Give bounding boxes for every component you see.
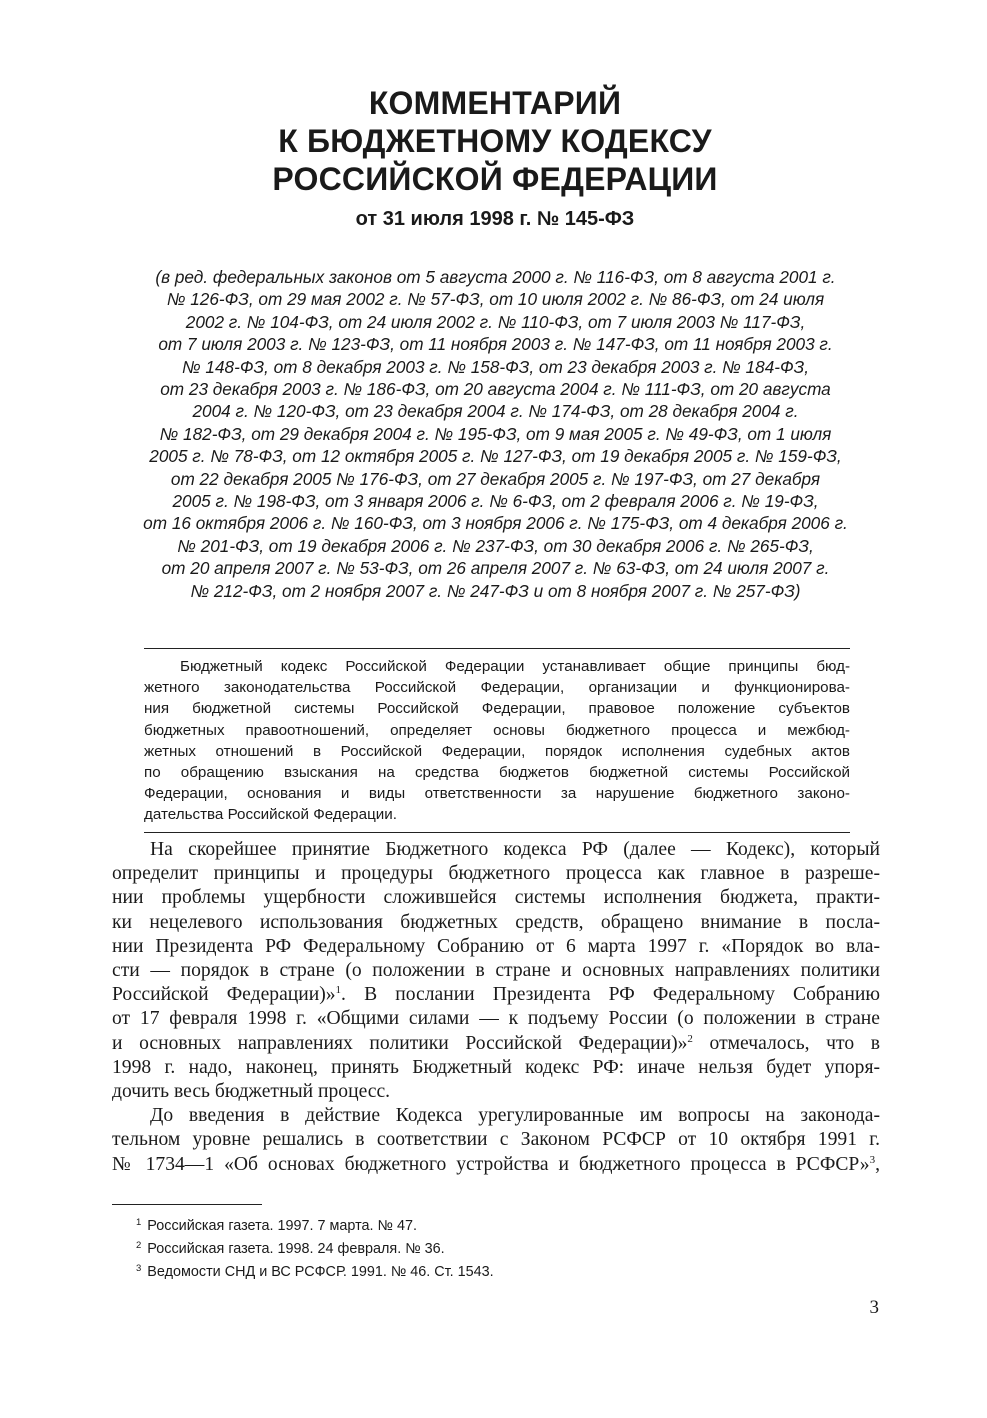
amendments-line: (в ред. федеральных законов от 5 августа 2000 г. № 116-ФЗ, от 8 августа 2001 г. [155, 267, 836, 287]
amendments-line: № 148-ФЗ, от 8 декабря 2003 г. № 158-ФЗ, от 23 декабря 2003 г. № 184-ФЗ, [182, 356, 809, 377]
title-line: К БЮДЖЕТНОМУ КОДЕКСУ [278, 123, 712, 159]
abstract-line: жетного законодательства Российской Федерации, организации и функционирова- [144, 679, 850, 697]
body-line: ки нецелевого использования бюджетных средств, обращено внимание в посла- [112, 911, 880, 933]
footnote [136, 1213, 836, 1236]
abstract-line: ния бюджетной системы Российской Федерации, правовое положение субъектов [144, 700, 850, 718]
body-line: тельном уровне решались в соответствии с Законом РСФСР от 10 октября 1991 г. [112, 1129, 880, 1151]
footnote [136, 1259, 836, 1282]
amendments-line: от 7 июля 2003 г. № 123-ФЗ, от 11 ноября 2003 г. № 147-ФЗ, от 11 ноября 2003 г. [158, 334, 833, 355]
amendments-list [108, 266, 883, 602]
footnote-number: 2 [136, 1240, 142, 1251]
amendments-line: от 22 декабря 2005 № 176-ФЗ, от 27 декабря 2005 г. № 197-ФЗ, от 27 декабря [170, 468, 821, 489]
body-fragment: № 1734—1 «Об основах бюджетного устройства и бюджетного процесса в РСФСР» [112, 1153, 870, 1175]
body-text [112, 838, 880, 1177]
footnotes [136, 1213, 836, 1282]
body-fragment: , [875, 1153, 880, 1175]
footnote-text: Российская газета. 1998. 24 февраля. № 36. [147, 1241, 445, 1257]
abstract-line: Федерации, основания и виды ответственности за нарушение бюджетного законо- [144, 785, 850, 803]
abstract [144, 656, 850, 826]
footnote-number: 1 [136, 1217, 142, 1228]
footnote-number: 3 [136, 1263, 142, 1274]
page-number: 3 [869, 1297, 879, 1318]
body-line: нии проблемы ущербности сложившейся системы исполнения бюджета, практи- [112, 887, 880, 909]
footnote-ref-3: 3 [869, 1153, 876, 1166]
footnote-ref-1: 1 [335, 984, 342, 997]
title-subtitle: от 31 июля 1998 г. № 145-ФЗ [355, 208, 635, 230]
amendments-line: от 16 октября 2006 г. № 160-ФЗ, от 3 ноября 2006 г. № 175-ФЗ, от 4 декабря 2006 г. [143, 513, 848, 534]
abstract-line: жетных отношений в Российской Федерации, порядок исполнения судебных актов [144, 742, 850, 760]
body-line: определит принципы и процедуры бюджетного процесса как главное в разреше- [112, 863, 880, 885]
body-line: На скорейшее принятие Бюджетного кодекса РФ (далее — Кодекс), который [150, 839, 880, 860]
amendments-line: 2002 г. № 104-ФЗ, от 24 июля 2002 г. № 110-ФЗ, от 7 июля 2003 № 117-ФЗ, [185, 311, 806, 332]
footnote [136, 1236, 836, 1259]
footnote-ref-2: 2 [687, 1032, 693, 1045]
abstract-line: по обращению взыскания на средства бюджетов бюджетной системы Российской [144, 764, 850, 782]
body-fragment: . В послании Президента РФ Федеральному Собранию [341, 984, 880, 1006]
body-line: 1998 г. надо, наконец, принять Бюджетный кодекс РФ: иначе нельзя будет упоря- [112, 1056, 880, 1078]
title-line: РОССИЙСКОЙ ФЕДЕРАЦИИ [272, 161, 718, 197]
body-line: нии Президента РФ Федеральному Собранию от 6 марта 1997 г. «Порядок во вла- [112, 935, 880, 957]
body-line: дочить весь бюджетный процесс. [112, 1081, 391, 1103]
abstract-line: дательства Российской Федерации. [144, 806, 397, 824]
body-fragment: Российской Федерации)» [112, 984, 336, 1006]
amendments-line: от 23 декабря 2003 г. № 186-ФЗ, от 20 августа 2004 г. № 111-ФЗ, от 20 августа [160, 379, 831, 400]
amendments-line: от 20 апреля 2007 г. № 53-ФЗ, от 26 апреля 2007 г. № 63-ФЗ, от 24 июля 2007 г. [161, 558, 830, 579]
abstract-top-rule [144, 648, 850, 649]
amendments-line: № 201-ФЗ, от 19 декабря 2006 г. № 237-ФЗ, от 30 декабря 2006 г. № 265-ФЗ, [177, 535, 814, 556]
body-line [112, 1153, 880, 1177]
abstract-line: бюджетных правоотношений, определяет основы бюджетного процесса и межбюд- [144, 721, 850, 739]
body-line [112, 1032, 880, 1056]
footnote-text: Ведомости СНД и ВС РСФСР. 1991. № 46. Ст. 1543. [147, 1264, 494, 1280]
title-line: КОММЕНТАРИЙ [368, 85, 622, 121]
body-fragment: и основных направлениях политики Российской Федерации)» [112, 1032, 688, 1054]
amendments-line: № 212-ФЗ, от 2 ноября 2007 г. № 247-ФЗ и от 8 ноября 2007 г. № 257-ФЗ) [190, 580, 801, 601]
body-line: До введения в действие Кодекса урегулированные им вопросы на законода- [150, 1105, 880, 1127]
body-line: сти — порядок в стране (о положении в стране и основных направлениях политики [112, 960, 880, 982]
amendments-line: 2005 г. № 198-ФЗ, от 3 января 2006 г. № 6-ФЗ, от 2 февраля 2006 г. № 19-ФЗ, [172, 491, 819, 512]
footnote-separator [112, 1204, 262, 1205]
body-line: от 17 февраля 1998 г. «Общими силами — к подъему России (о положении в стране [112, 1008, 880, 1030]
amendments-line: 2004 г. № 120-ФЗ, от 23 декабря 2004 г. № 174-ФЗ, от 28 декабря 2004 г. [192, 401, 799, 422]
amendments-line: № 126-ФЗ, от 29 мая 2002 г. № 57-ФЗ, от 10 июля 2002 г. № 86-ФЗ, от 24 июля [166, 289, 825, 310]
title-block [100, 84, 890, 232]
body-line [112, 983, 880, 1007]
footnote-text: Российская газета. 1997. 7 марта. № 47. [147, 1218, 417, 1234]
amendments-line: 2005 г. № 78-ФЗ, от 12 октября 2005 г. № 127-ФЗ, от 19 декабря 2005 г. № 159-ФЗ, [149, 446, 842, 467]
abstract-line: Бюджетный кодекс Российской Федерации устанавливает общие принципы бюд- [180, 658, 850, 675]
body-fragment: отмечалось, что в [692, 1032, 880, 1054]
amendments-line: № 182-ФЗ, от 29 декабря 2004 г. № 195-ФЗ, от 9 мая 2005 г. № 49-ФЗ, от 1 июля [159, 423, 832, 444]
abstract-bottom-rule [144, 832, 850, 833]
